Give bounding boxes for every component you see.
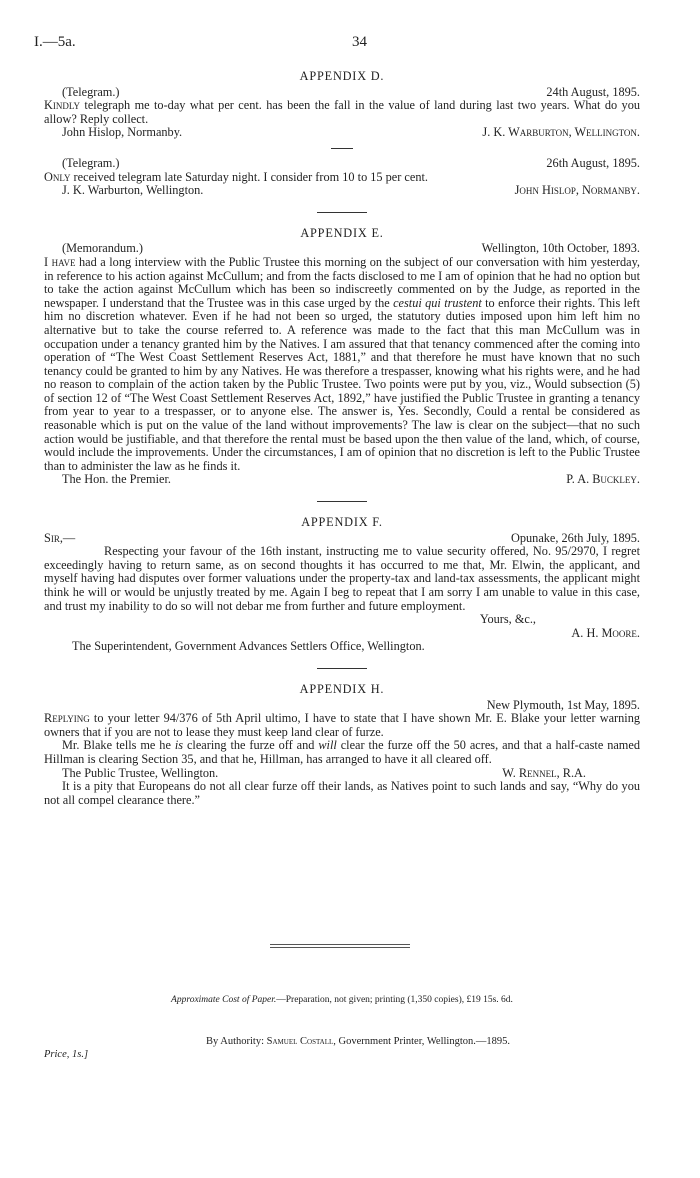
letter-f-from: A. H. Moore. (571, 625, 640, 640)
page-number: 34 (352, 34, 367, 50)
letter-h-date: New Plymouth, 1st May, 1895. (486, 697, 640, 712)
printer-authority: By Authority: Samuel Costall, Government Printer, Wellington.—1895. (205, 1036, 511, 1047)
telegram-2-signature (44, 184, 640, 198)
telegram-2-kind: (Telegram.) (62, 155, 120, 170)
telegram-1-from: John Hislop, Normanby. (62, 125, 183, 140)
memo-from: P. A. Buckley. (566, 472, 640, 487)
letter-f-salutation: Sir,— (44, 530, 76, 545)
telegram-1-body: Kindly telegraph me to-day what per cent. has been the fall in the value of land during last two years. What do you allow? Reply collect. (44, 98, 640, 126)
letter-f-to: The Superintendent, Government Advances Settlers Office, Wellington. (72, 639, 425, 654)
memo-kind: (Memorandum.) (62, 241, 143, 256)
memo-signature (44, 473, 640, 487)
letter-h-para-3: It is a pity that Europeans do not all clear furze off their lands, as Natives point to such lands and say, “Why do you not all compel clearance there.” (44, 779, 640, 807)
telegram-1-to: J. K. Warburton, Wellington. (482, 125, 640, 140)
telegram-1-kind: (Telegram.) (62, 84, 120, 99)
price: Price, 1s.] (44, 1049, 89, 1060)
telegram-2-from: John Hislop, Normanby. (514, 183, 640, 198)
letter-h-signature (44, 767, 640, 781)
cost-of-paper: Approximate Cost of Paper.—Preparation, not given; printing (1,350 copies), £19 15s. 6d. (171, 995, 513, 1005)
appendix-h-title: APPENDIX H. (299, 681, 385, 696)
telegram-2-body: Only received telegram late Saturday night. I consider from 10 to 15 per cent. (44, 169, 428, 184)
letter-f-body: Respecting your favour of the 16th instant, instructing me to value security offered, No. 95/2970, I regret exceedingly having to return same, as on second thoughts it has occurred to me that, Mr. Elwin, the applicant, and myself having had disputes over former valuations under the property-tax and land-tax assessments, the applicant might think he will or would be unjustly treated by me. Again I beg to repeat that I am sorry I am unable to value in this case, and trust my inability to do so will not debar me from further and future employment. (44, 544, 640, 613)
appendix-d-title: APPENDIX D. (299, 69, 385, 83)
memo-to: The Hon. the Premier. (62, 472, 171, 487)
letter-h-para-2: Mr. Blake tells me he is clearing the furze off and will clear the furze off the 50 acres, and that a half-caste named Hillman is clearing Section 35, and that he, Hillman, has arranged to have it all cleared off. (44, 738, 640, 766)
appendix-f-title: APPENDIX F. (301, 515, 383, 530)
divider (317, 501, 367, 502)
letter-h-from: W. Rennel, R.A. (502, 765, 586, 780)
appendix-e-title: APPENDIX E. (300, 225, 384, 240)
document-reference: I.—5a. (34, 34, 76, 50)
telegram-2-date: 26th August, 1895. (546, 155, 640, 170)
divider (317, 212, 367, 213)
memo-header (44, 242, 640, 256)
letter-f-date: Opunake, 26th July, 1895. (511, 530, 640, 545)
telegram-1-signature (44, 126, 640, 140)
memo-body: I have had a long interview with the Public Trustee this morning on the subject of our conversation with him yesterday, in reference to his action against McCullum; and from the facts disclosed to me I am of opinion that he had no option but to take the action against McCullum which has been so indiscreetly commented on by the Judge, as reported in the newspaper. I understand that the Trustee was in this case urged by the cestui qui trustent to enforce their rights. This left him no discretion whatever. Even if he had not been so urged, the statutory duties imposed upon him left him no alternative but to take the course referred to. A reference was made to the fact that this man McCullum was in occupation under a tenancy granted him by the Natives. I am assured that that tenancy commenced after the coming into operation of “The West Coast Settlement Reserves Act, 1881,” and that therefore he must have known that no such tenancy could be granted to him by any Natives. He was therefore a trespasser, knowing what his rights were, and he had no reason to complain of the action taken by the Public Trustee. Two points were put by you, viz., Would subsection (5) of section 12 of “The West Coast Settlement Reserves Act, 1892,” have justified the Public Trustee in granting a tenancy from year to year to a trespasser, or to anyone else. The answer is, Yes. Secondly, Could a rental be considered as reasonable which is put on the value of the land without improvements? The law is clear on the subject—that no such action would be justifiable, and that therefore the rental must be based upon the then value of the land, which, of course, would include the improvements. Under the circumstances, I am of opinion that no discretion is left to the Public Trustee than to administer the law as he finds it. (44, 254, 641, 473)
divider (331, 148, 353, 149)
telegram-1-date: 24th August, 1895. (546, 84, 640, 99)
memo-date: Wellington, 10th October, 1893. (481, 241, 640, 256)
telegram-1-header (44, 86, 640, 100)
page-header (34, 30, 640, 54)
letter-f-closing: Yours, &c., (479, 612, 536, 627)
letter-h-para-1: Replying to your letter 94/376 of 5th April ultimo, I have to state that I have shown Mr. E. Blake your letter warning owners that if you are not to lease they must keep land clear of furze. (44, 711, 640, 739)
letter-h-to: The Public Trustee, Wellington. (62, 765, 219, 780)
document-page (34, 30, 641, 807)
end-rule (270, 944, 410, 950)
telegram-2-header (44, 157, 640, 171)
telegram-2-to: J. K. Warburton, Wellington. (62, 183, 204, 198)
divider (317, 668, 367, 669)
letter-f-header (44, 532, 640, 546)
